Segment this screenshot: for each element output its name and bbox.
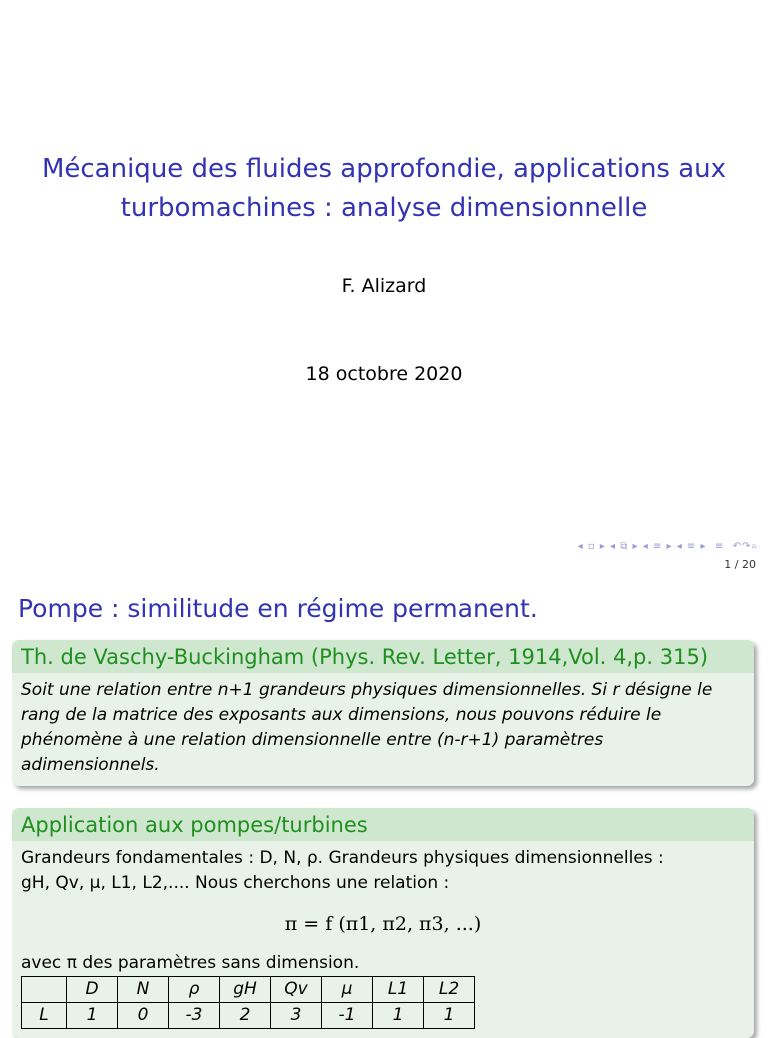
table-cell: 0 — [118, 1003, 169, 1029]
frame-title: Pompe : similitude en régime permanent. — [18, 594, 538, 623]
table-cell: 1 — [373, 1003, 424, 1029]
nav-search-icon[interactable]: ↶↷⌕ — [732, 541, 758, 552]
nav-doc-icon[interactable]: ◂ ≡ ▸ — [676, 541, 707, 552]
title-line-2: turbomachines : analyse dimensionnelle — [120, 193, 648, 223]
author: F. Alizard — [341, 275, 427, 297]
application-title: Application aux pompes/turbines — [12, 808, 754, 841]
content-slide — [0, 576, 768, 1024]
table-header-cell: Qv — [271, 977, 322, 1003]
table-cell: 1 — [67, 1003, 118, 1029]
table-cell: L — [22, 1003, 67, 1029]
table-cell: 1 — [424, 1003, 475, 1029]
table-header-cell: N — [118, 977, 169, 1003]
table-cell: 3 — [271, 1003, 322, 1029]
presentation-title — [0, 150, 768, 228]
table-cell: -1 — [322, 1003, 373, 1029]
application-block — [12, 808, 754, 1038]
table-header-cell: D — [67, 977, 118, 1003]
theorem-title: Th. de Vaschy-Buckingham (Phys. Rev. Letter, 1914,Vol. 4,p. 315) — [12, 640, 754, 673]
table-header-cell: L1 — [373, 977, 424, 1003]
theorem-body: Soit une relation entre n+1 grandeurs physiques dimensionnelles. Si r désigne le rang de la matrice des exposants aux dimensions, nous pouvons réduire le phénomène à une relation dimensionnelle entre (n-r+1) paramètres adimensionnels. — [21, 680, 713, 775]
table-header-cell — [22, 977, 67, 1003]
table-header-cell: gH — [220, 977, 271, 1003]
table-header-cell: ρ — [169, 977, 220, 1003]
table-cell: 2 — [220, 1003, 271, 1029]
table-header-cell: μ — [322, 977, 373, 1003]
application-line-3: avec π des paramètres sans dimension. — [21, 953, 360, 973]
table-row — [22, 1003, 475, 1029]
nav-outline-icon[interactable]: ≡ — [710, 541, 729, 552]
table-header-row — [22, 977, 475, 1003]
equation: π = f (π1, π2, π3, ...) — [284, 913, 482, 935]
table-header-cell: L2 — [424, 977, 475, 1003]
table-cell: -3 — [169, 1003, 220, 1029]
theorem-block — [12, 640, 754, 786]
application-body — [12, 841, 754, 1037]
application-line-1: Grandeurs fondamentales : D, N, ρ. Grandeurs physiques dimensionnelles : — [21, 848, 664, 868]
application-line-2: gH, Qv, μ, L1, L2,.... Nous cherchons une relation : — [21, 873, 450, 893]
nav-subsection-icon[interactable]: ◂ ⧉ ▸ — [610, 541, 639, 552]
date: 18 octobre 2020 — [305, 363, 463, 385]
nav-frame-icon[interactable]: ◂ ▫ ▸ — [577, 541, 606, 552]
title-line-1: Mécanique des fluides approfondie, applications aux — [41, 154, 727, 184]
page-number: 1 / 20 — [724, 558, 756, 571]
dimension-table — [21, 976, 475, 1029]
nav-section-icon[interactable]: ◂ ≡ ▸ — [642, 541, 673, 552]
beamer-navigation[interactable] — [578, 541, 758, 552]
